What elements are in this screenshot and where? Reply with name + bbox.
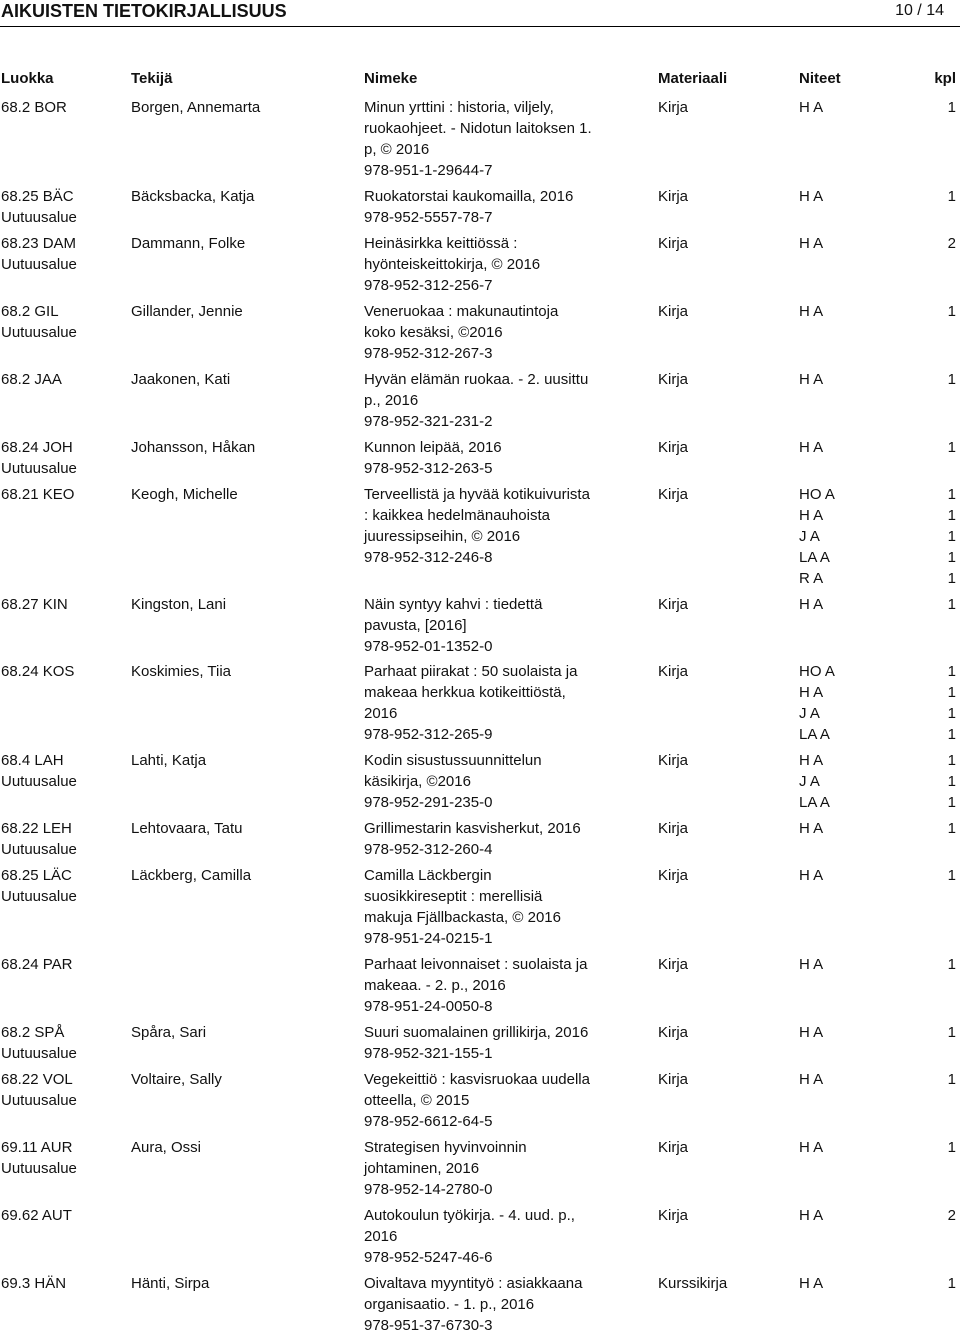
materiaali-cell-text: Kirja: [658, 235, 689, 252]
nimeke-cell-line: p., 2016: [364, 392, 419, 409]
materiaali-cell: [658, 661, 788, 682]
kpl-cell: [900, 1205, 956, 1226]
niteet-cell: [799, 1069, 889, 1090]
niteet-cell: [799, 661, 889, 745]
luokka-cell-line: Uutuusalue: [1, 1160, 77, 1177]
luokka-cell-line: 68.24 JOH: [1, 439, 73, 456]
nimeke-cell-line: 978-952-01-1352-0: [364, 638, 493, 655]
kpl-cell: [900, 865, 956, 886]
tekija-cell-text: Kingston, Lani: [131, 596, 227, 613]
luokka-cell-line: 69.62 AUT: [1, 1207, 72, 1224]
kpl-cell-line: 1: [947, 99, 956, 116]
luokka-cell-line: 68.2 GIL: [1, 303, 59, 320]
nimeke-cell-line: 2016: [364, 1228, 398, 1245]
niteet-cell: [799, 594, 889, 615]
niteet-cell-line: H A: [799, 507, 824, 524]
materiaali-cell: [658, 369, 788, 390]
nimeke-cell: [364, 594, 654, 657]
kpl-cell-line: 1: [947, 684, 956, 701]
luokka-cell-line: 68.25 BÄC: [1, 188, 74, 205]
kpl-cell-line: 1: [947, 794, 956, 811]
niteet-cell-line: LA A: [799, 726, 830, 743]
tekija-cell: [131, 186, 361, 207]
nimeke-cell-line: suosikkireseptit : merellisiä: [364, 888, 543, 905]
materiaali-cell: [658, 594, 788, 615]
nimeke-cell: [364, 954, 654, 1017]
materiaali-cell-text: Kirja: [658, 1139, 689, 1156]
luokka-cell: [1, 594, 126, 615]
kpl-cell-line: 1: [947, 726, 956, 743]
materiaali-cell: [658, 818, 788, 839]
column-header-tekija: Tekijä: [131, 70, 173, 87]
kpl-cell-line: 2: [947, 1207, 956, 1224]
materiaali-cell: [658, 1022, 788, 1043]
niteet-cell-line: HO A: [799, 663, 835, 680]
materiaali-cell: [658, 484, 788, 505]
materiaali-cell: [658, 954, 788, 975]
tekija-cell: [131, 233, 361, 254]
niteet-cell: [799, 484, 889, 589]
luokka-cell-line: 68.2 JAA: [1, 371, 62, 388]
materiaali-cell-text: Kirja: [658, 188, 689, 205]
nimeke-cell-line: juuressipseihin, © 2016: [364, 528, 521, 545]
nimeke-cell-line: 978-951-37-6730-3: [364, 1317, 493, 1334]
nimeke-cell: [364, 301, 654, 364]
luokka-cell: [1, 1273, 126, 1294]
materiaali-cell: [658, 186, 788, 207]
nimeke-cell: [364, 1205, 654, 1268]
column-header-nimeke: Nimeke: [364, 70, 418, 87]
nimeke-cell: [364, 750, 654, 813]
nimeke-cell-line: Strategisen hyvinvoinnin: [364, 1139, 527, 1156]
column-header-luokka: Luokka: [1, 70, 54, 87]
tekija-cell: [131, 97, 361, 118]
niteet-cell-line: H A: [799, 596, 824, 613]
nimeke-cell-line: 978-952-6612-64-5: [364, 1113, 493, 1130]
column-header-kpl: kpl: [934, 70, 956, 87]
niteet-cell-line: H A: [799, 303, 824, 320]
materiaali-cell-text: Kirja: [658, 371, 689, 388]
niteet-cell: [799, 865, 889, 886]
nimeke-cell-line: Kodin sisustussuunnittelun: [364, 752, 542, 769]
kpl-cell: [900, 818, 956, 839]
nimeke-cell-line: 978-952-291-235-0: [364, 794, 493, 811]
kpl-cell: [900, 301, 956, 322]
nimeke-cell-line: 978-952-312-256-7: [364, 277, 493, 294]
luokka-cell-line: 68.27 KIN: [1, 596, 68, 613]
nimeke-cell: [364, 661, 654, 745]
kpl-cell: [900, 233, 956, 254]
luokka-cell-line: Uutuusalue: [1, 1092, 77, 1109]
kpl-cell: [900, 437, 956, 458]
materiaali-cell-text: Kirja: [658, 867, 689, 884]
kpl-cell-line: 1: [947, 956, 956, 973]
niteet-cell-line: H A: [799, 371, 824, 388]
luokka-cell-line: 68.23 DAM: [1, 235, 77, 252]
tekija-cell: [131, 484, 361, 505]
luokka-cell-line: 68.21 KEO: [1, 486, 75, 503]
niteet-cell-line: H A: [799, 439, 824, 456]
niteet-cell: [799, 233, 889, 254]
kpl-cell: [900, 1022, 956, 1043]
kpl-cell-line: 1: [947, 371, 956, 388]
nimeke-cell: [364, 1069, 654, 1132]
kpl-cell: [900, 1069, 956, 1090]
niteet-cell-line: LA A: [799, 549, 830, 566]
tekija-cell-text: Aura, Ossi: [131, 1139, 202, 1156]
kpl-cell: [900, 954, 956, 975]
niteet-cell-line: J A: [799, 705, 820, 722]
luokka-cell-line: 68.25 LÄC: [1, 867, 72, 884]
tekija-cell: [131, 301, 361, 322]
nimeke-cell-line: p, © 2016: [364, 141, 430, 158]
materiaali-cell-text: Kirja: [658, 752, 689, 769]
nimeke-cell-line: 978-951-24-0050-8: [364, 998, 493, 1015]
nimeke-cell: [364, 233, 654, 296]
luokka-cell-line: Uutuusalue: [1, 460, 77, 477]
nimeke-cell-line: Näin syntyy kahvi : tiedettä: [364, 596, 543, 613]
materiaali-cell-text: Kurssikirja: [658, 1275, 728, 1292]
niteet-cell-line: H A: [799, 99, 824, 116]
niteet-cell-line: H A: [799, 235, 824, 252]
nimeke-cell-line: koko kesäksi, ©2016: [364, 324, 503, 341]
niteet-cell: [799, 369, 889, 390]
nimeke-cell-line: 978-952-312-246-8: [364, 549, 493, 566]
kpl-cell-line: 2: [947, 235, 956, 252]
niteet-cell-line: H A: [799, 684, 824, 701]
materiaali-cell-text: Kirja: [658, 99, 689, 116]
nimeke-cell-line: pavusta, [2016]: [364, 617, 467, 634]
niteet-cell: [799, 186, 889, 207]
niteet-cell-line: H A: [799, 1139, 824, 1156]
nimeke-cell-line: 2016: [364, 705, 398, 722]
kpl-cell-line: 1: [947, 486, 956, 503]
tekija-cell: [131, 594, 361, 615]
tekija-cell: [131, 1022, 361, 1043]
luokka-cell-line: 68.2 BOR: [1, 99, 67, 116]
kpl-cell-line: 1: [947, 596, 956, 613]
kpl-cell: [900, 661, 956, 745]
nimeke-cell-line: ruokaohjeet. - Nidotun laitoksen 1.: [364, 120, 592, 137]
niteet-cell-line: H A: [799, 1207, 824, 1224]
tekija-cell-text: Läckberg, Camilla: [131, 867, 252, 884]
materiaali-cell-text: Kirja: [658, 956, 689, 973]
nimeke-cell-line: 978-952-321-231-2: [364, 413, 493, 430]
niteet-cell-line: H A: [799, 956, 824, 973]
niteet-cell-line: H A: [799, 188, 824, 205]
tekija-cell: [131, 818, 361, 839]
kpl-cell-line: 1: [947, 303, 956, 320]
tekija-cell-text: Jaakonen, Kati: [131, 371, 231, 388]
luokka-cell-line: 69.3 HÄN: [1, 1275, 67, 1292]
tekija-cell-text: Dammann, Folke: [131, 235, 246, 252]
materiaali-cell-text: Kirja: [658, 820, 689, 837]
tekija-cell-text: [131, 1205, 361, 1226]
materiaali-cell: [658, 750, 788, 771]
kpl-cell-line: 1: [947, 752, 956, 769]
nimeke-cell-line: 978-952-312-267-3: [364, 345, 493, 362]
kpl-cell-line: 1: [947, 570, 956, 587]
luokka-cell-line: Uutuusalue: [1, 209, 77, 226]
nimeke-cell-line: Parhaat piirakat : 50 suolaista ja: [364, 663, 578, 680]
luokka-cell: [1, 750, 126, 792]
luokka-cell: [1, 818, 126, 860]
nimeke-cell-line: Suuri suomalainen grillikirja, 2016: [364, 1024, 589, 1041]
tekija-cell: [131, 437, 361, 458]
kpl-cell: [900, 186, 956, 207]
luokka-cell-line: 68.22 VOL: [1, 1071, 73, 1088]
nimeke-cell: [364, 186, 654, 228]
nimeke-cell-line: käsikirja, ©2016: [364, 773, 471, 790]
luokka-cell: [1, 865, 126, 907]
materiaali-cell-text: Kirja: [658, 1071, 689, 1088]
luokka-cell-line: Uutuusalue: [1, 841, 77, 858]
nimeke-cell: [364, 1273, 654, 1336]
tekija-cell: [131, 369, 361, 390]
luokka-cell-line: Uutuusalue: [1, 773, 77, 790]
kpl-cell: [900, 750, 956, 813]
luokka-cell: [1, 301, 126, 343]
tekija-cell: [131, 954, 361, 975]
nimeke-cell-line: makuja Fjällbackasta, © 2016: [364, 909, 561, 926]
materiaali-cell-text: Kirja: [658, 1024, 689, 1041]
kpl-cell: [900, 1137, 956, 1158]
nimeke-cell: [364, 1137, 654, 1200]
niteet-cell: [799, 1137, 889, 1158]
kpl-cell-line: 1: [947, 1275, 956, 1292]
materiaali-cell: [658, 865, 788, 886]
nimeke-cell-line: otteella, © 2015: [364, 1092, 470, 1109]
nimeke-cell-line: 978-952-5247-46-6: [364, 1249, 493, 1266]
materiaali-cell: [658, 1137, 788, 1158]
luokka-cell: [1, 1069, 126, 1111]
nimeke-cell-line: Hyvän elämän ruokaa. - 2. uusittu: [364, 371, 589, 388]
materiaali-cell: [658, 301, 788, 322]
nimeke-cell-line: Grillimestarin kasvisherkut, 2016: [364, 820, 581, 837]
tekija-cell: [131, 1137, 361, 1158]
page-number: 10 / 14: [895, 2, 944, 19]
tekija-cell-text: Koskimies, Tiia: [131, 663, 232, 680]
niteet-cell: [799, 301, 889, 322]
materiaali-cell: [658, 1069, 788, 1090]
luokka-cell-line: 68.24 KOS: [1, 663, 75, 680]
materiaali-cell-text: Kirja: [658, 303, 689, 320]
tekija-cell-text: Voltaire, Sally: [131, 1071, 222, 1088]
kpl-cell-line: 1: [947, 507, 956, 524]
nimeke-cell-line: Parhaat leivonnaiset : suolaista ja: [364, 956, 588, 973]
niteet-cell-line: H A: [799, 867, 824, 884]
nimeke-cell-line: johtaminen, 2016: [364, 1160, 480, 1177]
nimeke-cell-line: 978-952-321-155-1: [364, 1045, 493, 1062]
luokka-cell-line: Uutuusalue: [1, 256, 77, 273]
nimeke-cell: [364, 818, 654, 860]
luokka-cell: [1, 369, 126, 390]
kpl-cell-line: 1: [947, 773, 956, 790]
nimeke-cell-line: 978-951-24-0215-1: [364, 930, 493, 947]
nimeke-cell-line: makeaa herkkua kotikeittiöstä,: [364, 684, 566, 701]
luokka-cell-line: Uutuusalue: [1, 324, 77, 341]
tekija-cell-text: Borgen, Annemarta: [131, 99, 261, 116]
luokka-cell: [1, 186, 126, 228]
luokka-cell-line: 68.2 SPÅ: [1, 1024, 65, 1041]
luokka-cell: [1, 1205, 126, 1226]
tekija-cell: [131, 1205, 361, 1226]
tekija-cell-text: Lahti, Katja: [131, 752, 207, 769]
nimeke-cell-line: 978-952-5557-78-7: [364, 209, 493, 226]
kpl-cell-line: 1: [947, 528, 956, 545]
tekija-cell-text: Hänti, Sirpa: [131, 1275, 210, 1292]
niteet-cell-line: J A: [799, 528, 820, 545]
tekija-cell: [131, 750, 361, 771]
nimeke-cell-line: Minun yrttini : historia, viljely,: [364, 99, 554, 116]
niteet-cell: [799, 818, 889, 839]
nimeke-cell-line: organisaatio. - 1. p., 2016: [364, 1296, 535, 1313]
luokka-cell-line: 68.4 LAH: [1, 752, 64, 769]
kpl-cell-line: 1: [947, 705, 956, 722]
column-header-niteet: Niteet: [799, 70, 841, 87]
luokka-cell: [1, 1022, 126, 1064]
nimeke-cell-line: 978-951-1-29644-7: [364, 162, 493, 179]
kpl-cell-line: 1: [947, 549, 956, 566]
nimeke-cell-line: hyönteiskeittokirja, © 2016: [364, 256, 541, 273]
materiaali-cell-text: Kirja: [658, 486, 689, 503]
nimeke-cell-line: Oivaltava myyntityö : asiakkaana: [364, 1275, 583, 1292]
nimeke-cell-line: makeaa. - 2. p., 2016: [364, 977, 506, 994]
page-title: AIKUISTEN TIETOKIRJALLISUUS: [1, 1, 287, 21]
luokka-cell-line: 68.24 PAR: [1, 956, 73, 973]
luokka-cell-line: 69.11 AUR: [1, 1139, 73, 1156]
niteet-cell-line: H A: [799, 820, 824, 837]
kpl-cell-line: 1: [947, 1024, 956, 1041]
niteet-cell: [799, 1205, 889, 1226]
materiaali-cell-text: Kirja: [658, 439, 689, 456]
luokka-cell: [1, 661, 126, 682]
niteet-cell-line: R A: [799, 570, 824, 587]
niteet-cell-line: HO A: [799, 486, 835, 503]
luokka-cell-line: Uutuusalue: [1, 888, 77, 905]
nimeke-cell-line: : kaikkea hedelmänauhoista: [364, 507, 550, 524]
tekija-cell-text: Johansson, Håkan: [131, 439, 256, 456]
nimeke-cell-line: Heinäsirkka keittiössä :: [364, 235, 518, 252]
nimeke-cell: [364, 437, 654, 479]
nimeke-cell-line: Camilla Läckbergin: [364, 867, 492, 884]
nimeke-cell-line: 978-952-14-2780-0: [364, 1181, 493, 1198]
niteet-cell-line: H A: [799, 752, 824, 769]
kpl-cell: [900, 97, 956, 118]
luokka-cell-line: Uutuusalue: [1, 1045, 77, 1062]
tekija-cell-text: [131, 954, 361, 975]
materiaali-cell-text: Kirja: [658, 596, 689, 613]
nimeke-cell: [364, 1022, 654, 1064]
materiaali-cell: [658, 437, 788, 458]
kpl-cell: [900, 1273, 956, 1294]
nimeke-cell: [364, 97, 654, 181]
kpl-cell: [900, 484, 956, 589]
tekija-cell-text: Spåra, Sari: [131, 1024, 207, 1041]
niteet-cell: [799, 954, 889, 975]
materiaali-cell: [658, 1273, 788, 1294]
luokka-cell-line: 68.22 LEH: [1, 820, 72, 837]
niteet-cell: [799, 97, 889, 118]
niteet-cell: [799, 437, 889, 458]
kpl-cell-line: 1: [947, 188, 956, 205]
nimeke-cell-line: Kunnon leipää, 2016: [364, 439, 502, 456]
kpl-cell-line: 1: [947, 820, 956, 837]
kpl-cell-line: 1: [947, 1071, 956, 1088]
tekija-cell: [131, 1069, 361, 1090]
kpl-cell-line: 1: [947, 663, 956, 680]
tekija-cell-text: Bäcksbacka, Katja: [131, 188, 255, 205]
nimeke-cell: [364, 484, 654, 568]
nimeke-cell-line: 978-952-312-260-4: [364, 841, 493, 858]
kpl-cell-line: 1: [947, 439, 956, 456]
tekija-cell-text: Keogh, Michelle: [131, 486, 238, 503]
nimeke-cell-line: 978-952-312-265-9: [364, 726, 493, 743]
materiaali-cell: [658, 233, 788, 254]
materiaali-cell: [658, 1205, 788, 1226]
nimeke-cell-line: Vegekeittiö : kasvisruokaa uudella: [364, 1071, 590, 1088]
kpl-cell-line: 1: [947, 1139, 956, 1156]
niteet-cell-line: LA A: [799, 794, 830, 811]
nimeke-cell-line: 978-952-312-263-5: [364, 460, 493, 477]
luokka-cell: [1, 233, 126, 275]
niteet-cell: [799, 1273, 889, 1294]
niteet-cell-line: H A: [799, 1275, 824, 1292]
nimeke-cell-line: Veneruokaa : makunautintoja: [364, 303, 559, 320]
niteet-cell-line: H A: [799, 1071, 824, 1088]
nimeke-cell: [364, 865, 654, 949]
materiaali-cell: [658, 97, 788, 118]
tekija-cell: [131, 1273, 361, 1294]
luokka-cell: [1, 484, 126, 505]
kpl-cell-line: 1: [947, 867, 956, 884]
luokka-cell: [1, 954, 126, 975]
materiaali-cell-text: Kirja: [658, 1207, 689, 1224]
nimeke-cell-line: Terveellistä ja hyvää kotikuivurista: [364, 486, 590, 503]
niteet-cell: [799, 750, 889, 813]
luokka-cell: [1, 1137, 126, 1179]
tekija-cell: [131, 865, 361, 886]
luokka-cell: [1, 97, 126, 118]
materiaali-cell-text: Kirja: [658, 663, 689, 680]
tekija-cell-text: Gillander, Jennie: [131, 303, 243, 320]
nimeke-cell-line: Autokoulun työkirja. - 4. uud. p.,: [364, 1207, 575, 1224]
nimeke-cell: [364, 369, 654, 432]
kpl-cell: [900, 369, 956, 390]
column-header-materiaali: Materiaali: [658, 70, 728, 87]
tekija-cell: [131, 661, 361, 682]
niteet-cell-line: J A: [799, 773, 820, 790]
niteet-cell-line: H A: [799, 1024, 824, 1041]
kpl-cell: [900, 594, 956, 615]
luokka-cell: [1, 437, 126, 479]
tekija-cell-text: Lehtovaara, Tatu: [131, 820, 243, 837]
niteet-cell: [799, 1022, 889, 1043]
nimeke-cell-line: Ruokatorstai kaukomailla, 2016: [364, 188, 574, 205]
